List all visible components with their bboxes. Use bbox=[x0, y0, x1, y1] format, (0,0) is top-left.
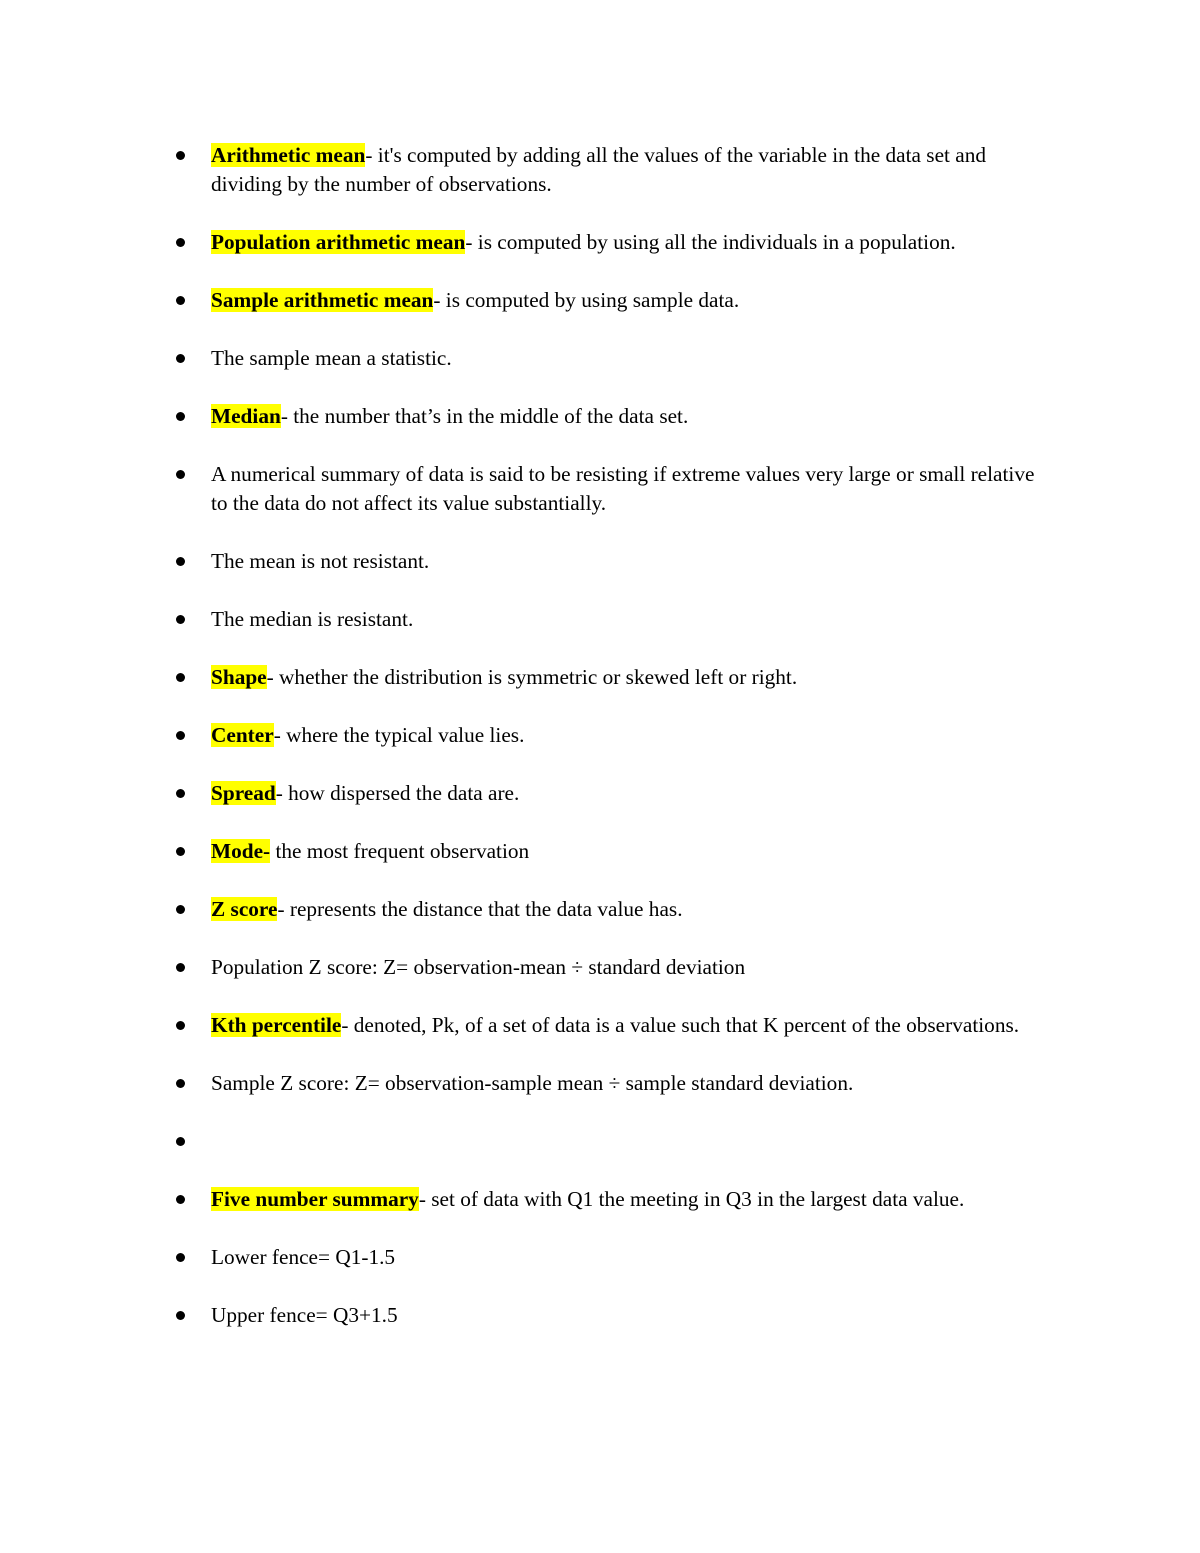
bullet-icon bbox=[176, 789, 185, 798]
list-item bbox=[174, 1301, 1054, 1330]
bullet-icon bbox=[176, 1137, 185, 1146]
list-item bbox=[174, 460, 1054, 518]
item-text: Population Z score: Z= observation-mean ÷ standard deviation bbox=[211, 955, 746, 979]
list-item bbox=[174, 721, 1054, 750]
bullet-icon bbox=[176, 847, 185, 856]
list-item bbox=[174, 605, 1054, 634]
item-text: - the number that’s in the middle of the data set. bbox=[280, 404, 689, 428]
list-item bbox=[174, 1127, 1054, 1156]
bullet-icon bbox=[176, 673, 185, 682]
highlighted-term: Spread bbox=[211, 781, 276, 805]
highlighted-term: Kth percentile bbox=[211, 1013, 342, 1037]
list-item bbox=[174, 1185, 1054, 1214]
highlighted-term: Mode- bbox=[211, 839, 271, 863]
bullet-icon bbox=[176, 731, 185, 740]
list-item bbox=[174, 895, 1054, 924]
item-text: A numerical summary of data is said to be resisting if extreme values very large or small relative to the data do not affect its value substantially. bbox=[211, 462, 1035, 515]
bullet-icon bbox=[176, 470, 185, 479]
item-text: the most frequent observation bbox=[270, 839, 530, 863]
item-text: - is computed by using sample data. bbox=[433, 288, 740, 312]
item-text: Upper fence= Q3+1.5 bbox=[211, 1303, 398, 1327]
bullet-icon bbox=[176, 1195, 185, 1204]
item-text: Lower fence= Q1-1.5 bbox=[211, 1245, 396, 1269]
item-text: - represents the distance that the data value has. bbox=[277, 897, 683, 921]
bullet-icon bbox=[176, 354, 185, 363]
item-text: - set of data with Q1 the meeting in Q3 in the largest data value. bbox=[418, 1187, 965, 1211]
list-item bbox=[174, 1011, 1054, 1040]
item-text: - how dispersed the data are. bbox=[275, 781, 520, 805]
list-item bbox=[174, 286, 1054, 315]
item-text: - is computed by using all the individuals in a population. bbox=[465, 230, 956, 254]
list-item bbox=[174, 837, 1054, 866]
bullet-icon bbox=[176, 615, 185, 624]
list-item bbox=[174, 547, 1054, 576]
item-text: The sample mean a statistic. bbox=[211, 346, 452, 370]
item-text: The mean is not resistant. bbox=[211, 549, 430, 573]
highlighted-term: Median bbox=[211, 404, 281, 428]
bullet-icon bbox=[176, 296, 185, 305]
item-text: - whether the distribution is symmetric or skewed left or right. bbox=[266, 665, 798, 689]
item-text: - denoted, Pk, of a set of data is a value such that K percent of the observations. bbox=[341, 1013, 1020, 1037]
highlighted-term: Z score bbox=[211, 897, 278, 921]
notes-list bbox=[174, 141, 1054, 1359]
bullet-icon bbox=[176, 1311, 185, 1320]
item-text: - it's computed by adding all the values of the variable in the data set and dividing by the number of observations. bbox=[211, 143, 987, 196]
list-item bbox=[174, 402, 1054, 431]
bullet-icon bbox=[176, 557, 185, 566]
bullet-icon bbox=[176, 963, 185, 972]
bullet-icon bbox=[176, 905, 185, 914]
list-item bbox=[174, 228, 1054, 257]
list-item bbox=[174, 344, 1054, 373]
list-item bbox=[174, 779, 1054, 808]
highlighted-term: Five number summary bbox=[211, 1187, 419, 1211]
highlighted-term: Center bbox=[211, 723, 274, 747]
list-item bbox=[174, 953, 1054, 982]
bullet-icon bbox=[176, 412, 185, 421]
bullet-icon bbox=[176, 151, 185, 160]
bullet-icon bbox=[176, 238, 185, 247]
item-text: - where the typical value lies. bbox=[273, 723, 525, 747]
highlighted-term: Population arithmetic mean bbox=[211, 230, 466, 254]
bullet-icon bbox=[176, 1021, 185, 1030]
list-item bbox=[174, 1069, 1054, 1098]
list-item bbox=[174, 663, 1054, 692]
list-item bbox=[174, 141, 1054, 199]
bullet-icon bbox=[176, 1079, 185, 1088]
bullet-icon bbox=[176, 1253, 185, 1262]
item-text: The median is resistant. bbox=[211, 607, 414, 631]
item-text: Sample Z score: Z= observation-sample mean ÷ sample standard deviation. bbox=[211, 1071, 854, 1095]
list-item bbox=[174, 1243, 1054, 1272]
highlighted-term: Sample arithmetic mean bbox=[211, 288, 434, 312]
highlighted-term: Shape bbox=[211, 665, 267, 689]
highlighted-term: Arithmetic mean bbox=[211, 143, 366, 167]
